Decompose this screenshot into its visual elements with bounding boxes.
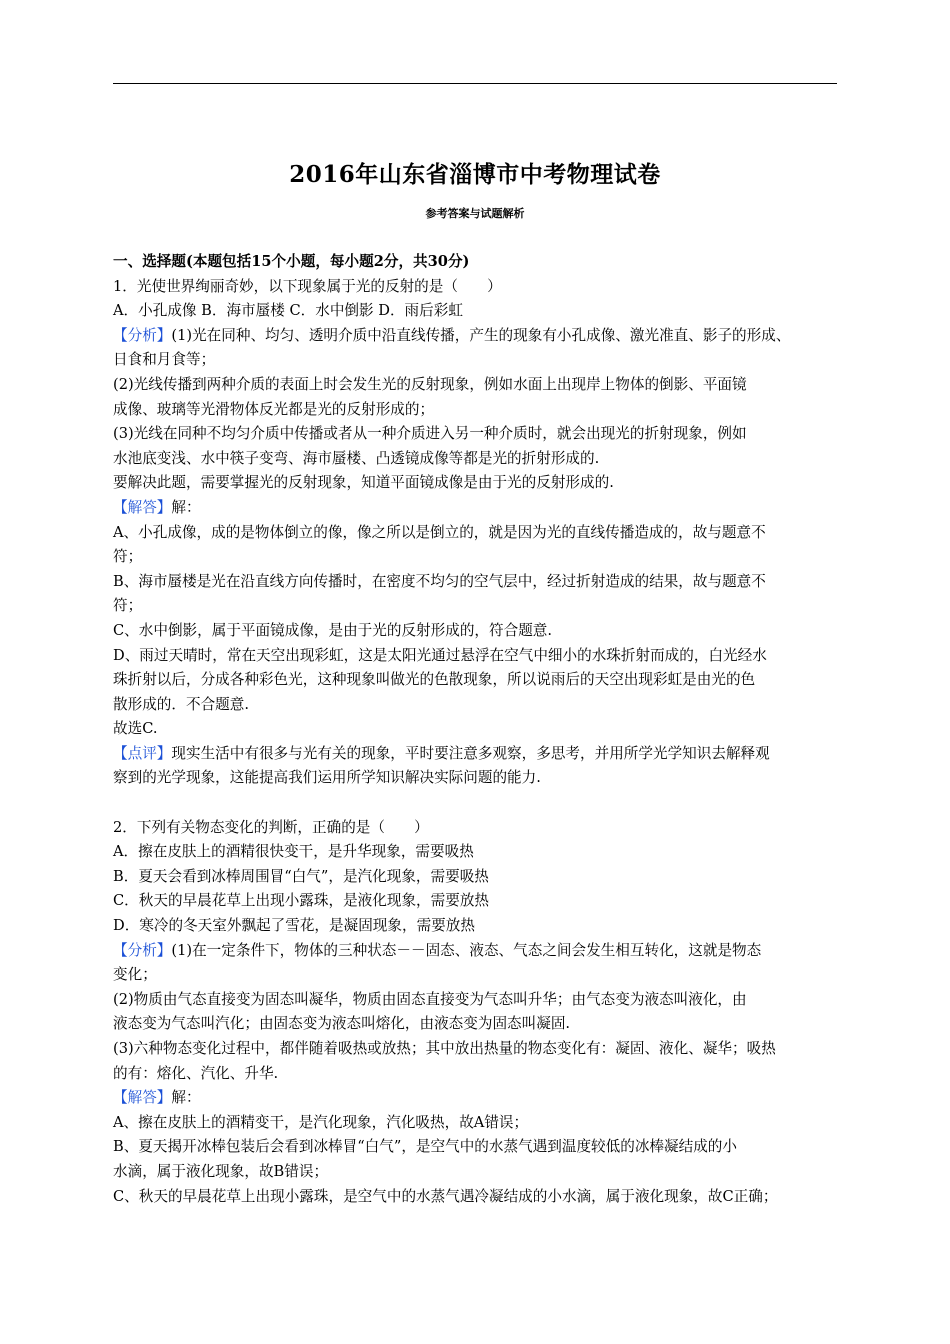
analysis-line: (3)光线在同种不均匀介质中传播或者从一种介质进入另一种介质时，就会出现光的折射现象，例如 — [113, 425, 747, 443]
question-option: B．夏天会看到冰棒周围冒“白气”，是汽化现象，需要吸热 — [113, 867, 489, 885]
answer-line: 珠折射以后，分成各种彩色光，这种现象叫做光的色散现象，所以说雨后的天空出现彩虹是由光的色 — [113, 671, 756, 689]
answer-line: B、海市蜃楼是光在沿直线方向传播时，在密度不均匀的空气层中，经过折射造成的结果，故与题意不 — [113, 572, 766, 590]
question-stem: 2．下列有关物态变化的判断，正确的是（ ） — [113, 818, 429, 836]
answer-line: C、秋天的早晨花草上出现小露珠，是空气中的水蒸气遇冷凝结成的小水滴，属于液化现象，故C正确； — [113, 1187, 778, 1205]
question-options: A．小孔成像 B．海市蜃楼 C．水中倒影 D．雨后彩虹 — [113, 302, 463, 320]
comment-text: 现实生活中有很多与光有关的现象，平时要注意多观察，多思考，并用所学光学知识去解释观 — [171, 744, 770, 762]
question-option: A．擦在皮肤上的酒精很快变干，是升华现象，需要吸热 — [113, 843, 474, 861]
answer-line: 符； — [113, 597, 143, 615]
answer-line: A、擦在皮肤上的酒精变干，是汽化现象，汽化吸热，故A错误； — [113, 1113, 529, 1131]
analysis-line: (3)六种物态变化过程中，都伴随着吸热或放热；其中放出热量的物态变化有：凝固、液化、凝华；吸热 — [113, 1040, 776, 1057]
question-2 — [113, 816, 839, 1210]
answer-line: 散形成的．不合题意. — [113, 695, 249, 713]
analysis-line: 变化； — [113, 966, 157, 984]
answer-tag: 【解答】 — [113, 498, 172, 516]
question-stem: 1．光使世界绚丽奇妙，以下现象属于光的反射的是（ ） — [113, 277, 502, 295]
analysis-line: 成像、玻璃等光滑物体反光都是光的反射形成的； — [113, 400, 435, 418]
analysis-line: (2)光线传播到两种介质的表面上时会发生光的反射现象，例如水面上出现岸上物体的倒影、平面镜 — [113, 375, 747, 393]
analysis-line: 日食和月食等； — [113, 351, 216, 369]
answer-line — [113, 1086, 839, 1111]
analysis-line: 要解决此题，需要掌握光的反射现象，知道平面镜成像是由于光的反射形成的. — [113, 474, 614, 492]
question-1 — [113, 275, 839, 791]
analysis-line — [113, 939, 839, 964]
comment-tag: 【点评】 — [113, 744, 172, 762]
section-heading: 一、选择题(本题包括15个小题，每小题2分，共30分) — [113, 253, 470, 270]
answer-line — [113, 496, 839, 521]
answer-tag: 【解答】 — [113, 1089, 172, 1107]
analysis-tag: 【分析】 — [113, 941, 172, 959]
answer-line: 符； — [113, 548, 143, 566]
analysis-line: 液态变为气态叫汽化；由固态变为液态叫熔化，由液态变为固态叫凝固. — [113, 1015, 571, 1033]
answer-head: 解： — [171, 498, 201, 516]
analysis-line: 水池底变浅、水中筷子变弯、海市蜃楼、凸透镜成像等都是光的折射形成的. — [113, 449, 600, 467]
analysis-tag: 【分析】 — [113, 326, 172, 344]
answer-choice: 故选C. — [113, 720, 158, 738]
question-option: D．寒冷的冬天室外飘起了雪花，是凝固现象，需要放热 — [113, 917, 475, 935]
document-body — [113, 250, 839, 1209]
analysis-text: (1)在一定条件下，物体的三种状态－－固态、液态、气态之间会发生相互转化，这就是物态 — [171, 941, 762, 959]
answer-head: 解： — [171, 1089, 201, 1107]
analysis-line — [113, 324, 839, 349]
answer-line: B、夏天揭开冰棒包装后会看到冰棒冒“白气”，是空气中的水蒸气遇到温度较低的冰棒凝结成的小 — [113, 1138, 737, 1156]
question-spacer — [113, 791, 839, 816]
analysis-line: (2)物质由气态直接变为固态叫凝华，物质由固态直接变为气态叫升华；由气态变为液态叫液化，由 — [113, 990, 747, 1008]
comment-line: 察到的光学现象，这能提高我们运用所学知识解决实际问题的能力. — [113, 769, 541, 787]
comment-line — [113, 742, 839, 767]
page-title: 2016年山东省淄博市中考物理试卷 — [289, 161, 661, 188]
question-option: C．秋天的早晨花草上出现小露珠，是液化现象，需要放热 — [113, 892, 490, 910]
analysis-text: (1)光在同种、均匀、透明介质中沿直线传播，产生的现象有小孔成像、激光准直、影子的形成、 — [171, 326, 791, 344]
analysis-line: 的有：熔化、汽化、升华. — [113, 1064, 279, 1082]
page-subtitle: 参考答案与试题解析 — [425, 207, 525, 220]
header-rule — [113, 83, 837, 84]
answer-line: D、雨过天晴时，常在天空出现彩虹，这是太阳光通过悬浮在空气中细小的水珠折射而成的，白光经水 — [113, 646, 767, 664]
answer-line: 水滴，属于液化现象，故B错误； — [113, 1162, 329, 1180]
answer-line: A、小孔成像，成的是物体倒立的像，像之所以是倒立的，就是因为光的直线传播造成的，故与题意不 — [113, 523, 766, 541]
answer-line: C、水中倒影，属于平面镜成像，是由于光的反射形成的，符合题意. — [113, 621, 553, 639]
